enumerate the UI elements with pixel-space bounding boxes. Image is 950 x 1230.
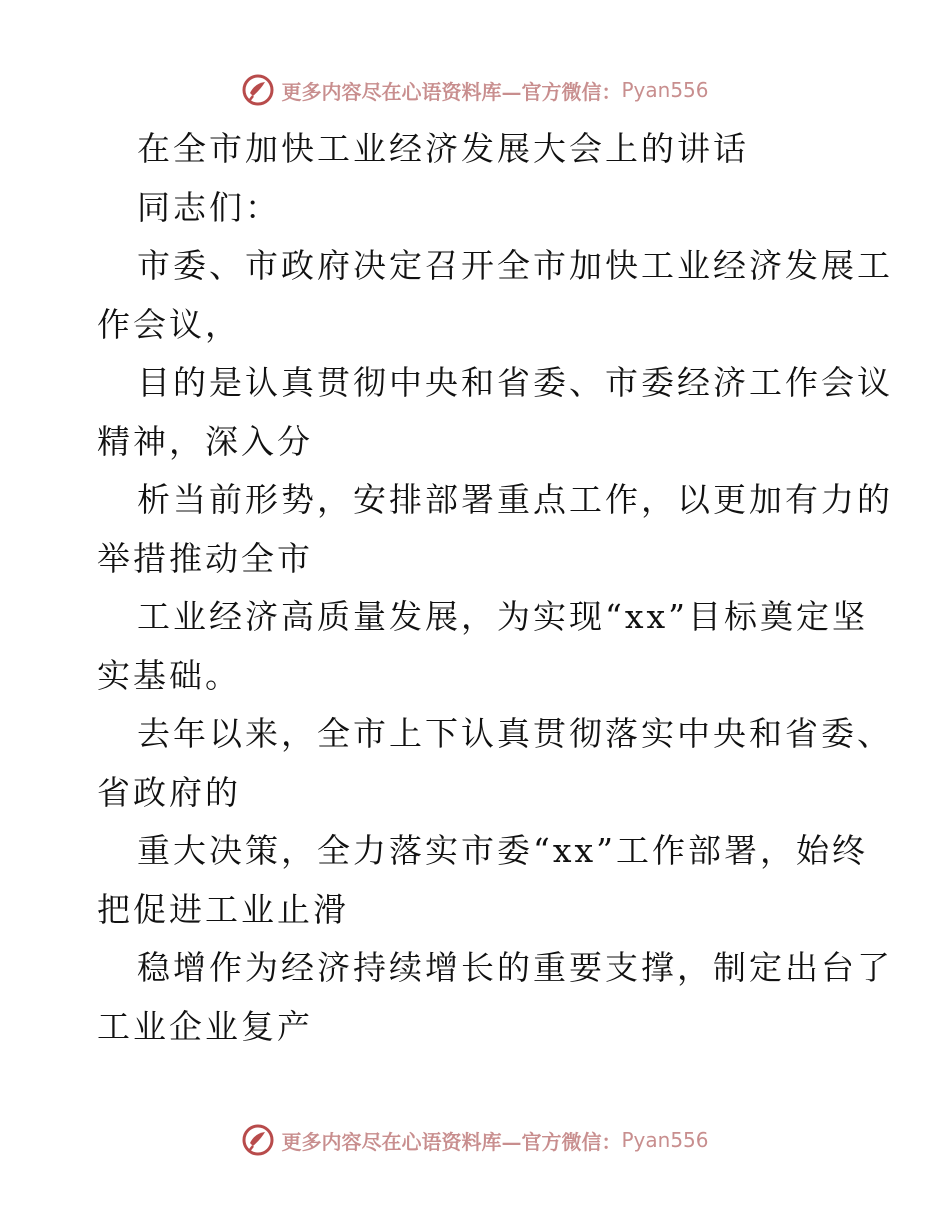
brand-logo-icon <box>241 1123 275 1157</box>
paragraph-line: 精神，深入分 <box>97 421 313 461</box>
paragraph-line: 工业经济高质量发展，为实现“xx”目标奠定坚 <box>137 597 868 636</box>
footer-banner-text: 更多内容尽在心语资料库—官方微信： <box>281 1129 622 1154</box>
paragraph-line: 工业企业复产 <box>97 1006 313 1046</box>
footer-banner <box>0 1122 950 1158</box>
document-title: 在全市加快工业经济发展大会上的讲话 <box>137 129 749 168</box>
paragraph-line: 市委、市政府决定召开全市加快工业经济发展工 <box>137 246 893 285</box>
paragraph-line: 去年以来，全市上下认真贯彻落实中央和省委、 <box>137 714 893 753</box>
document-body <box>97 120 893 1056</box>
brand-logo-icon <box>241 73 275 107</box>
footer-wechat-id: Pyan556 <box>621 1128 709 1152</box>
paragraph-line: 实基础。 <box>97 655 241 695</box>
paragraph-line: 目的是认真贯彻中央和省委、市委经济工作会议 <box>137 363 893 402</box>
paragraph-line: 稳增作为经济持续增长的重要支撑，制定出台了 <box>137 948 893 987</box>
paragraph-line: 省政府的 <box>97 772 241 812</box>
paragraph-line: 把促进工业止滑 <box>97 889 349 929</box>
paragraph-line: 析当前形势，安排部署重点工作，以更加有力的 <box>137 480 893 519</box>
header-wechat-id: Pyan556 <box>621 78 709 102</box>
salutation: 同志们： <box>137 187 281 227</box>
paragraph-line: 举措推动全市 <box>97 538 313 578</box>
paragraph-line: 作会议， <box>97 304 241 344</box>
paragraph-line: 重大决策，全力落实市委“xx”工作部署，始终 <box>137 831 868 870</box>
header-banner <box>0 72 950 108</box>
header-banner-text: 更多内容尽在心语资料库—官方微信： <box>281 79 622 104</box>
